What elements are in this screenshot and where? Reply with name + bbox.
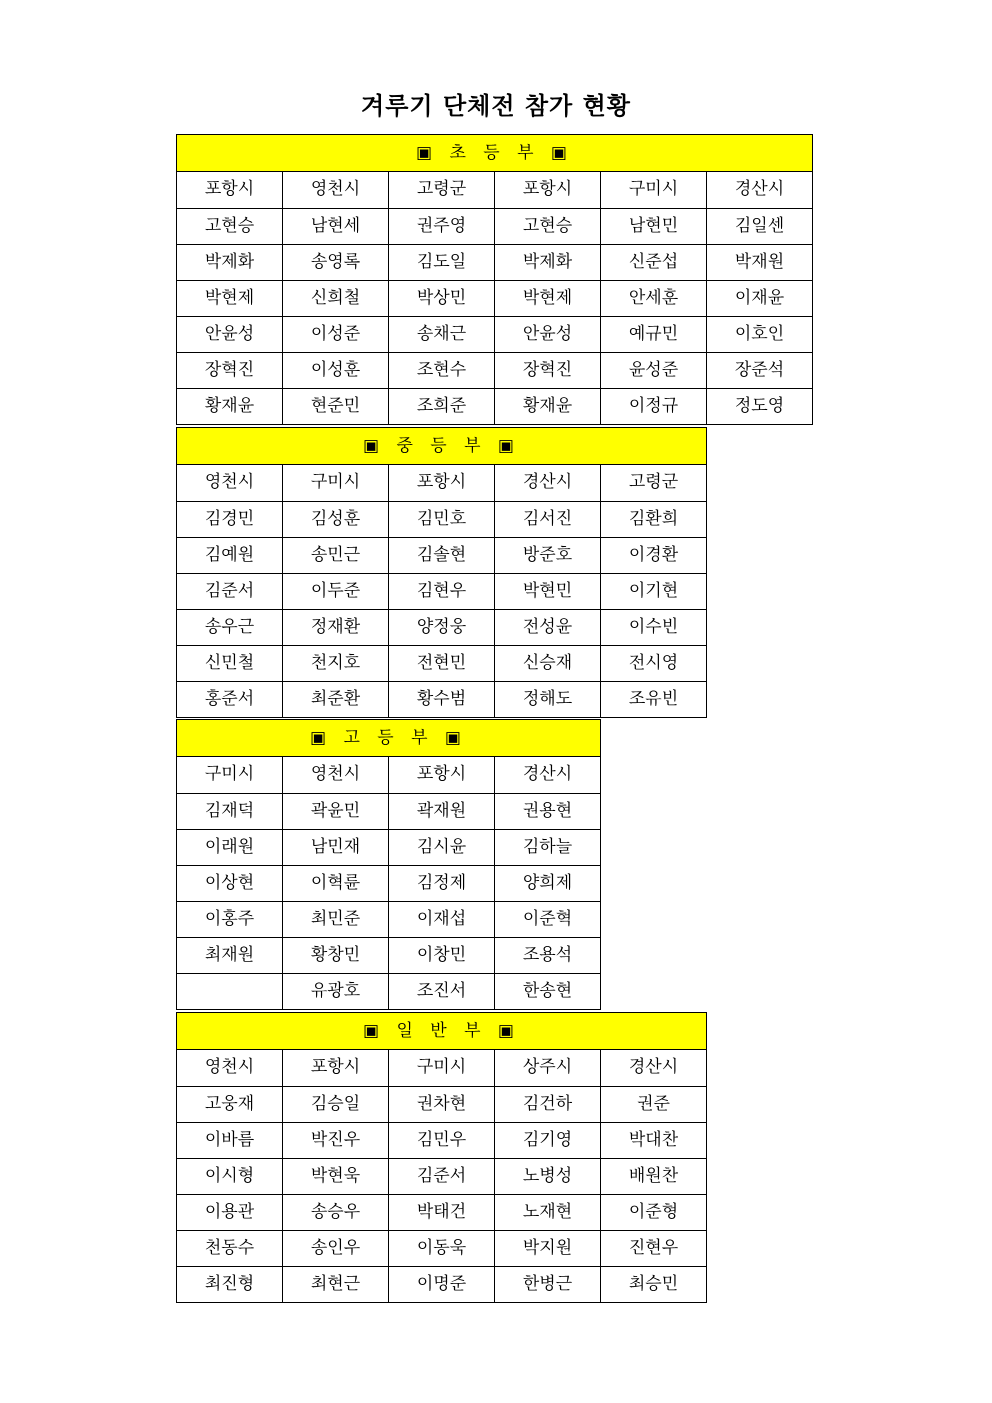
name-cell: 이상현 <box>176 865 283 902</box>
table-row <box>176 902 601 938</box>
name-cell: 남현민 <box>600 208 707 245</box>
name-cell: 김하늘 <box>494 829 601 866</box>
name-cell: 이명준 <box>388 1266 495 1303</box>
table-row <box>176 610 707 646</box>
table-row <box>176 502 707 538</box>
team-cell: 포항시 <box>282 1050 389 1087</box>
name-cell: 이성준 <box>282 316 389 353</box>
section-1 <box>176 134 813 425</box>
name-cell: 박현욱 <box>282 1158 389 1195</box>
name-cell: 황창민 <box>282 937 389 974</box>
name-cell: 김솔현 <box>388 537 495 574</box>
name-cell: 이시형 <box>176 1158 283 1195</box>
name-cell: 전성윤 <box>494 609 601 646</box>
name-cell: 권준 <box>600 1086 707 1123</box>
name-cell: 송민근 <box>282 537 389 574</box>
name-cell: 김재덕 <box>176 793 283 830</box>
name-cell: 고웅재 <box>176 1086 283 1123</box>
name-cell: 김정제 <box>388 865 495 902</box>
team-cell: 영천시 <box>176 1050 283 1087</box>
team-cell: 상주시 <box>494 1050 601 1087</box>
table-row <box>176 389 813 425</box>
name-cell: 조진서 <box>388 973 495 1010</box>
table-row <box>176 574 707 610</box>
name-cell: 곽재원 <box>388 793 495 830</box>
team-cell: 경산시 <box>706 172 813 209</box>
name-cell: 신민철 <box>176 645 283 682</box>
name-cell: 안세훈 <box>600 280 707 317</box>
table-row <box>176 938 601 974</box>
team-cell: 포항시 <box>388 465 495 502</box>
table-row <box>176 974 601 1010</box>
name-cell: 이정규 <box>600 388 707 425</box>
name-cell: 유광호 <box>282 973 389 1010</box>
name-cell: 이경환 <box>600 537 707 574</box>
table-row <box>176 1159 707 1195</box>
name-cell: 김서진 <box>494 501 601 538</box>
table-row <box>176 1087 707 1123</box>
name-cell: 이준형 <box>600 1194 707 1231</box>
name-cell: 최준환 <box>282 681 389 718</box>
name-cell: 박진우 <box>282 1122 389 1159</box>
name-cell: 김준서 <box>388 1158 495 1195</box>
team-cell: 구미시 <box>388 1050 495 1087</box>
name-cell: 방준호 <box>494 537 601 574</box>
table-row <box>176 1231 707 1267</box>
name-cell: 이창민 <box>388 937 495 974</box>
table-row <box>176 1195 707 1231</box>
table-row <box>176 209 813 245</box>
name-cell: 최현근 <box>282 1266 389 1303</box>
name-cell: 곽윤민 <box>282 793 389 830</box>
name-cell: 전현민 <box>388 645 495 682</box>
name-cell: 박제화 <box>494 244 601 281</box>
team-cell: 포항시 <box>176 172 283 209</box>
name-cell: 장혁진 <box>176 352 283 389</box>
name-cell: 조희준 <box>388 388 495 425</box>
name-cell: 배원찬 <box>600 1158 707 1195</box>
name-cell: 이바름 <box>176 1122 283 1159</box>
name-cell: 박상민 <box>388 280 495 317</box>
table-row <box>176 245 813 281</box>
table-row <box>176 646 707 682</box>
name-cell: 김현우 <box>388 573 495 610</box>
name-cell: 김건하 <box>494 1086 601 1123</box>
name-cell: 김환희 <box>600 501 707 538</box>
team-cell: 고령군 <box>600 465 707 502</box>
name-cell: 신준섭 <box>600 244 707 281</box>
name-cell: 남민재 <box>282 829 389 866</box>
team-row <box>176 172 813 209</box>
name-cell: 김민호 <box>388 501 495 538</box>
name-cell: 이재윤 <box>706 280 813 317</box>
name-cell: 천지호 <box>282 645 389 682</box>
name-cell: 김기영 <box>494 1122 601 1159</box>
name-cell: 이동욱 <box>388 1230 495 1267</box>
name-cell: 한병근 <box>494 1266 601 1303</box>
team-cell: 구미시 <box>600 172 707 209</box>
section-header: ▣ 초 등 부 ▣ <box>176 134 813 172</box>
team-cell: 경산시 <box>494 757 601 794</box>
name-cell: 이수빈 <box>600 609 707 646</box>
name-cell: 김준서 <box>176 573 283 610</box>
name-cell: 권용현 <box>494 793 601 830</box>
name-cell: 최민준 <box>282 901 389 938</box>
team-row <box>176 1050 707 1087</box>
name-cell: 한송현 <box>494 973 601 1010</box>
table-row <box>176 866 601 902</box>
name-cell: 정재환 <box>282 609 389 646</box>
table-row <box>176 1267 707 1303</box>
name-cell: 이래원 <box>176 829 283 866</box>
table-row <box>176 353 813 389</box>
name-cell: 이재섭 <box>388 901 495 938</box>
table-row <box>176 281 813 317</box>
name-cell: 남현세 <box>282 208 389 245</box>
name-cell: 이두준 <box>282 573 389 610</box>
table-row <box>176 830 601 866</box>
page-title: 겨루기 단체전 참가 현황 <box>361 92 631 120</box>
name-cell: 송우근 <box>176 609 283 646</box>
name-cell: 이호인 <box>706 316 813 353</box>
name-cell: 권주영 <box>388 208 495 245</box>
name-cell: 노병성 <box>494 1158 601 1195</box>
name-cell: 고현승 <box>494 208 601 245</box>
name-cell: 정해도 <box>494 681 601 718</box>
name-cell: 이혁륜 <box>282 865 389 902</box>
name-cell: 장혁진 <box>494 352 601 389</box>
team-row <box>176 757 601 794</box>
team-cell: 구미시 <box>176 757 283 794</box>
name-cell: 양희제 <box>494 865 601 902</box>
team-cell: 포항시 <box>494 172 601 209</box>
name-cell: 신승재 <box>494 645 601 682</box>
team-cell: 영천시 <box>176 465 283 502</box>
name-cell: 이홍주 <box>176 901 283 938</box>
table-row <box>176 317 813 353</box>
name-cell: 김시윤 <box>388 829 495 866</box>
name-cell: 박현제 <box>494 280 601 317</box>
name-cell: 김민우 <box>388 1122 495 1159</box>
team-cell: 고령군 <box>388 172 495 209</box>
name-cell: 박태건 <box>388 1194 495 1231</box>
section-4 <box>176 1012 707 1303</box>
team-cell: 경산시 <box>494 465 601 502</box>
name-cell: 윤성준 <box>600 352 707 389</box>
name-cell: 노재현 <box>494 1194 601 1231</box>
name-cell: 고현승 <box>176 208 283 245</box>
name-cell: 송채근 <box>388 316 495 353</box>
name-cell: 양정웅 <box>388 609 495 646</box>
name-cell: 신희철 <box>282 280 389 317</box>
name-cell: 박대찬 <box>600 1122 707 1159</box>
name-cell: 김경민 <box>176 501 283 538</box>
name-cell: 안윤성 <box>494 316 601 353</box>
table-row <box>176 1123 707 1159</box>
team-cell: 구미시 <box>282 465 389 502</box>
section-header: ▣ 중 등 부 ▣ <box>176 427 707 465</box>
table-row <box>176 538 707 574</box>
name-cell: 송승우 <box>282 1194 389 1231</box>
name-cell: 천동수 <box>176 1230 283 1267</box>
name-cell: 이성훈 <box>282 352 389 389</box>
team-cell: 영천시 <box>282 172 389 209</box>
table-row <box>176 794 601 830</box>
name-cell: 김일센 <box>706 208 813 245</box>
name-cell: 김승일 <box>282 1086 389 1123</box>
section-header: ▣ 일 반 부 ▣ <box>176 1012 707 1050</box>
section-header: ▣ 고 등 부 ▣ <box>176 719 601 757</box>
name-cell: 김예원 <box>176 537 283 574</box>
name-cell: 김성훈 <box>282 501 389 538</box>
name-cell: 박재원 <box>706 244 813 281</box>
section-2 <box>176 427 707 718</box>
name-cell: 최승민 <box>600 1266 707 1303</box>
name-cell: 황재윤 <box>176 388 283 425</box>
name-cell: 조현수 <box>388 352 495 389</box>
name-cell: 송인우 <box>282 1230 389 1267</box>
name-cell: 최진형 <box>176 1266 283 1303</box>
table-row <box>176 682 707 718</box>
name-cell <box>176 973 283 1010</box>
name-cell: 박지원 <box>494 1230 601 1267</box>
name-cell: 이기현 <box>600 573 707 610</box>
name-cell: 박제화 <box>176 244 283 281</box>
team-cell: 영천시 <box>282 757 389 794</box>
name-cell: 이용관 <box>176 1194 283 1231</box>
name-cell: 박현민 <box>494 573 601 610</box>
name-cell: 진현우 <box>600 1230 707 1267</box>
team-row <box>176 465 707 502</box>
name-cell: 권차현 <box>388 1086 495 1123</box>
name-cell: 황수범 <box>388 681 495 718</box>
name-cell: 조유빈 <box>600 681 707 718</box>
name-cell: 최재원 <box>176 937 283 974</box>
name-cell: 안윤성 <box>176 316 283 353</box>
name-cell: 박현제 <box>176 280 283 317</box>
name-cell: 송영록 <box>282 244 389 281</box>
name-cell: 조용석 <box>494 937 601 974</box>
name-cell: 현준민 <box>282 388 389 425</box>
name-cell: 장준석 <box>706 352 813 389</box>
name-cell: 홍준서 <box>176 681 283 718</box>
section-3 <box>176 719 601 1010</box>
name-cell: 예규민 <box>600 316 707 353</box>
name-cell: 전시영 <box>600 645 707 682</box>
team-cell: 경산시 <box>600 1050 707 1087</box>
name-cell: 이준혁 <box>494 901 601 938</box>
name-cell: 정도영 <box>706 388 813 425</box>
name-cell: 황재윤 <box>494 388 601 425</box>
name-cell: 김도일 <box>388 244 495 281</box>
team-cell: 포항시 <box>388 757 495 794</box>
